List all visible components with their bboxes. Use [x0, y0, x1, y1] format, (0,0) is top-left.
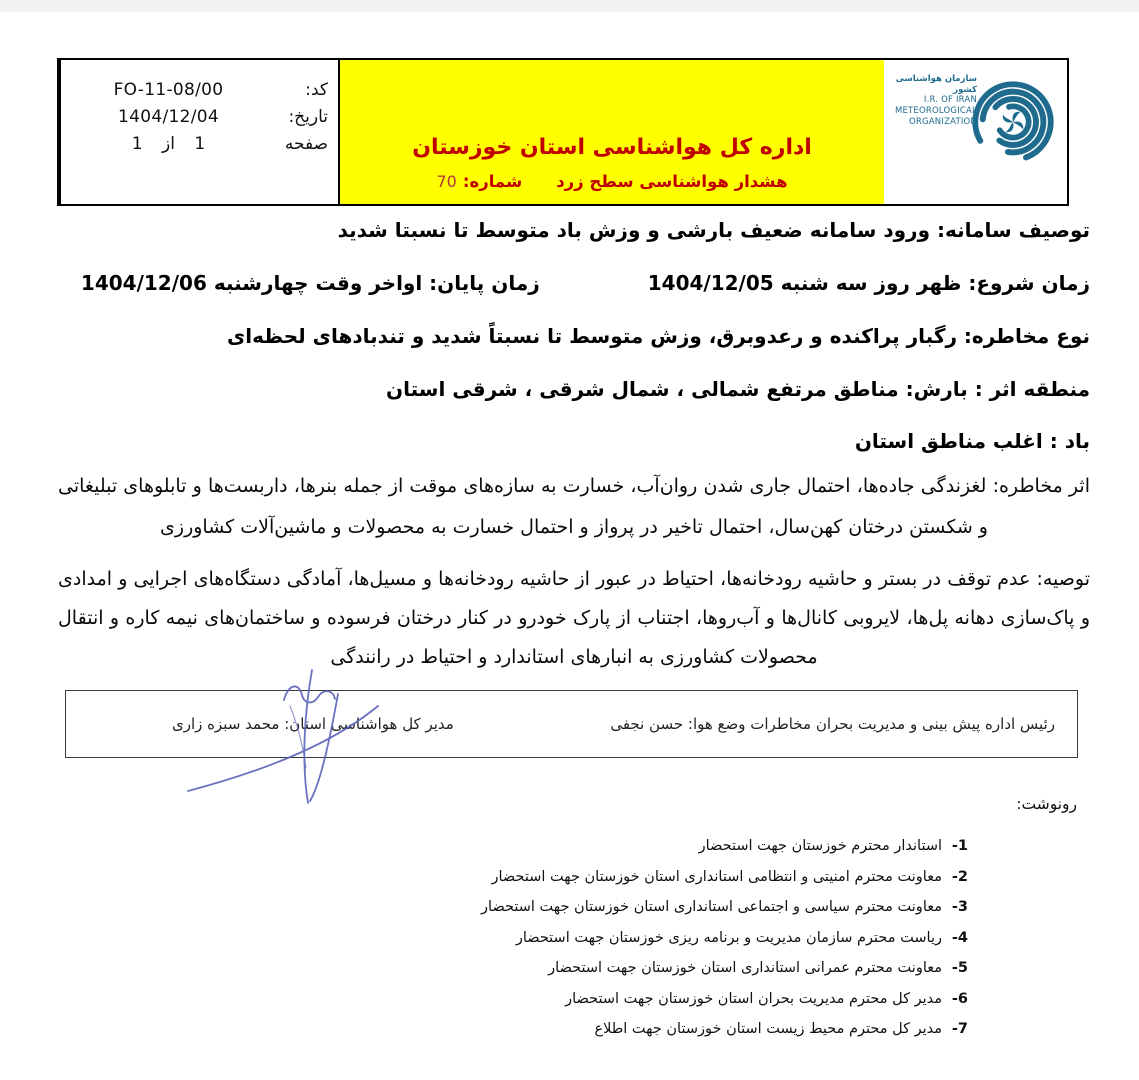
logo-farsi-name: سازمان هواشناسی کشور [895, 74, 977, 95]
warning-number-value: 70 [436, 172, 457, 191]
irimo-logo [883, 70, 1055, 180]
item-text: مدیر کل محترم محیط زیست استان خوزستان جهت اطلاع [594, 1021, 942, 1037]
meta-row-code [75, 80, 328, 100]
spiral-logo-icon [967, 76, 1059, 168]
list-item [481, 869, 968, 900]
copies-heading: رونوشت: [1016, 795, 1077, 813]
start-time-text: زمان شروع: ظهر روز سه شنبه 1404/12/05 [647, 271, 1090, 295]
meta-box [59, 60, 338, 204]
item-number: 7- [951, 1021, 968, 1037]
item-text: معاونت محترم سیاسی و اجتماعی استانداری استان خوزستان جهت استحضار [481, 899, 942, 915]
list-item [481, 1021, 968, 1052]
list-item [481, 899, 968, 930]
director-general-signature-line: مدیر کل هواشناسی استان: محمد سبزه زاری [172, 715, 454, 733]
date-value: 1404/12/04 [118, 107, 219, 127]
meta-row-date [75, 107, 328, 127]
document-header-table [57, 58, 1069, 206]
list-item [481, 960, 968, 991]
meta-row-page [75, 134, 328, 154]
code-label: کد: [305, 80, 328, 100]
signature-box [65, 690, 1078, 758]
yellow-title-banner [338, 60, 884, 204]
hazard-type-line: نوع مخاطره: رگبار پراکنده و رعدوبرق، وزش متوسط تا نسبتاً شدید و تندبادهای لحظه‌ای [226, 324, 1090, 348]
logo-cell [884, 60, 1067, 204]
item-text: معاونت محترم امنیتی و انتظامی استانداری استان خوزستان جهت استحضار [491, 868, 942, 885]
item-text: مدیر کل محترم مدیریت بحران استان خوزستان جهت استحضار [565, 990, 942, 1007]
advice-paragraph: توصیه: عدم توقف در بستر و حاشیه رودخانه‌ها، احتیاط در عبور از حاشیه رودخانه‌ها و مسیل‌ها، آمادگی دستگاه‌های اجرایی و امدادی و پاک‌سازی دهانه پل‌ها، لایروبی کانال‌ها و آب‌روها، اجتناب از پارک خودرو در کنار درختان فرسوده و ساختمان‌های نیمه کاره و انتقال محصولات کشاورزی به انبارهای استاندارد و احتیاط در رانندگی [58, 568, 1090, 668]
organization-title: اداره کل هواشناسی استان خوزستان [412, 135, 812, 160]
item-number: 6- [951, 990, 968, 1007]
system-description-line: توصیف سامانه: ورود سامانه ضعیف بارشی و وزش باد متوسط تا نسبتا شدید [337, 218, 1090, 242]
hazard-effect-paragraph: اثر مخاطره: لغزندگی جاده‌ها، احتمال جاری شدن روان‌آب، خسارت به سازه‌های موقت از جمله بنرها، داربست‌ها و تابلوهای تبلیغاتی و شکستن درختان کهن‌سال، احتمال تاخیر در پرواز و احتمال خسارت به محصولات و ماشین‌آلات کشاورزی [58, 475, 1090, 538]
item-number: 1- [951, 838, 968, 854]
item-text: استاندار محترم خوزستان جهت استحضار [698, 838, 942, 854]
time-line [81, 271, 1090, 295]
logo-english-line2: METEOROLOGICAL [894, 105, 977, 116]
time-gap [540, 271, 648, 295]
end-time-text: زمان پایان: اواخر وقت چهارشنبه 1404/12/06 [80, 271, 540, 295]
list-item [481, 838, 968, 869]
logo-english-line3: ORGANIZATION [909, 116, 977, 127]
item-number: 2- [951, 868, 968, 885]
item-number: 4- [951, 929, 968, 946]
warning-subtitle-row [437, 172, 788, 191]
item-number: 5- [951, 960, 968, 976]
item-number: 3- [951, 899, 968, 915]
page-value: 1 از 1 [131, 134, 206, 154]
date-label: تاریخ: [288, 107, 328, 127]
item-text: معاونت محترم عمرانی استانداری استان خوزستان جهت استحضار [548, 960, 942, 976]
copies-list [481, 838, 968, 1052]
item-text: ریاست محترم سازمان مدیریت و برنامه ریزی خوزستان جهت استحضار [515, 929, 942, 946]
page-label: صفحه [284, 134, 328, 154]
affected-area-rain-line: منطقه اثر : بارش: مناطق مرتفع شمالی ، شمال شرقی ، شرقی استان [386, 377, 1090, 401]
page-top-strip [0, 0, 1139, 12]
list-item [481, 991, 968, 1022]
affected-area-wind-line: باد : اغلب مناطق استان [854, 429, 1090, 453]
list-item [481, 930, 968, 961]
warning-number-label: شماره: [462, 172, 523, 191]
forecast-chief-signature-line: رئیس اداره پیش بینی و مدیریت بحران مخاطرات وضع هوا: حسن نجفی [610, 715, 1055, 733]
warning-level-text: هشدار هواشناسی سطح زرد [556, 172, 788, 191]
logo-english-line1: I.R. OF IRAN [923, 95, 977, 106]
logo-text-block [883, 74, 977, 127]
code-value: FO-11-08/00 [113, 80, 224, 100]
